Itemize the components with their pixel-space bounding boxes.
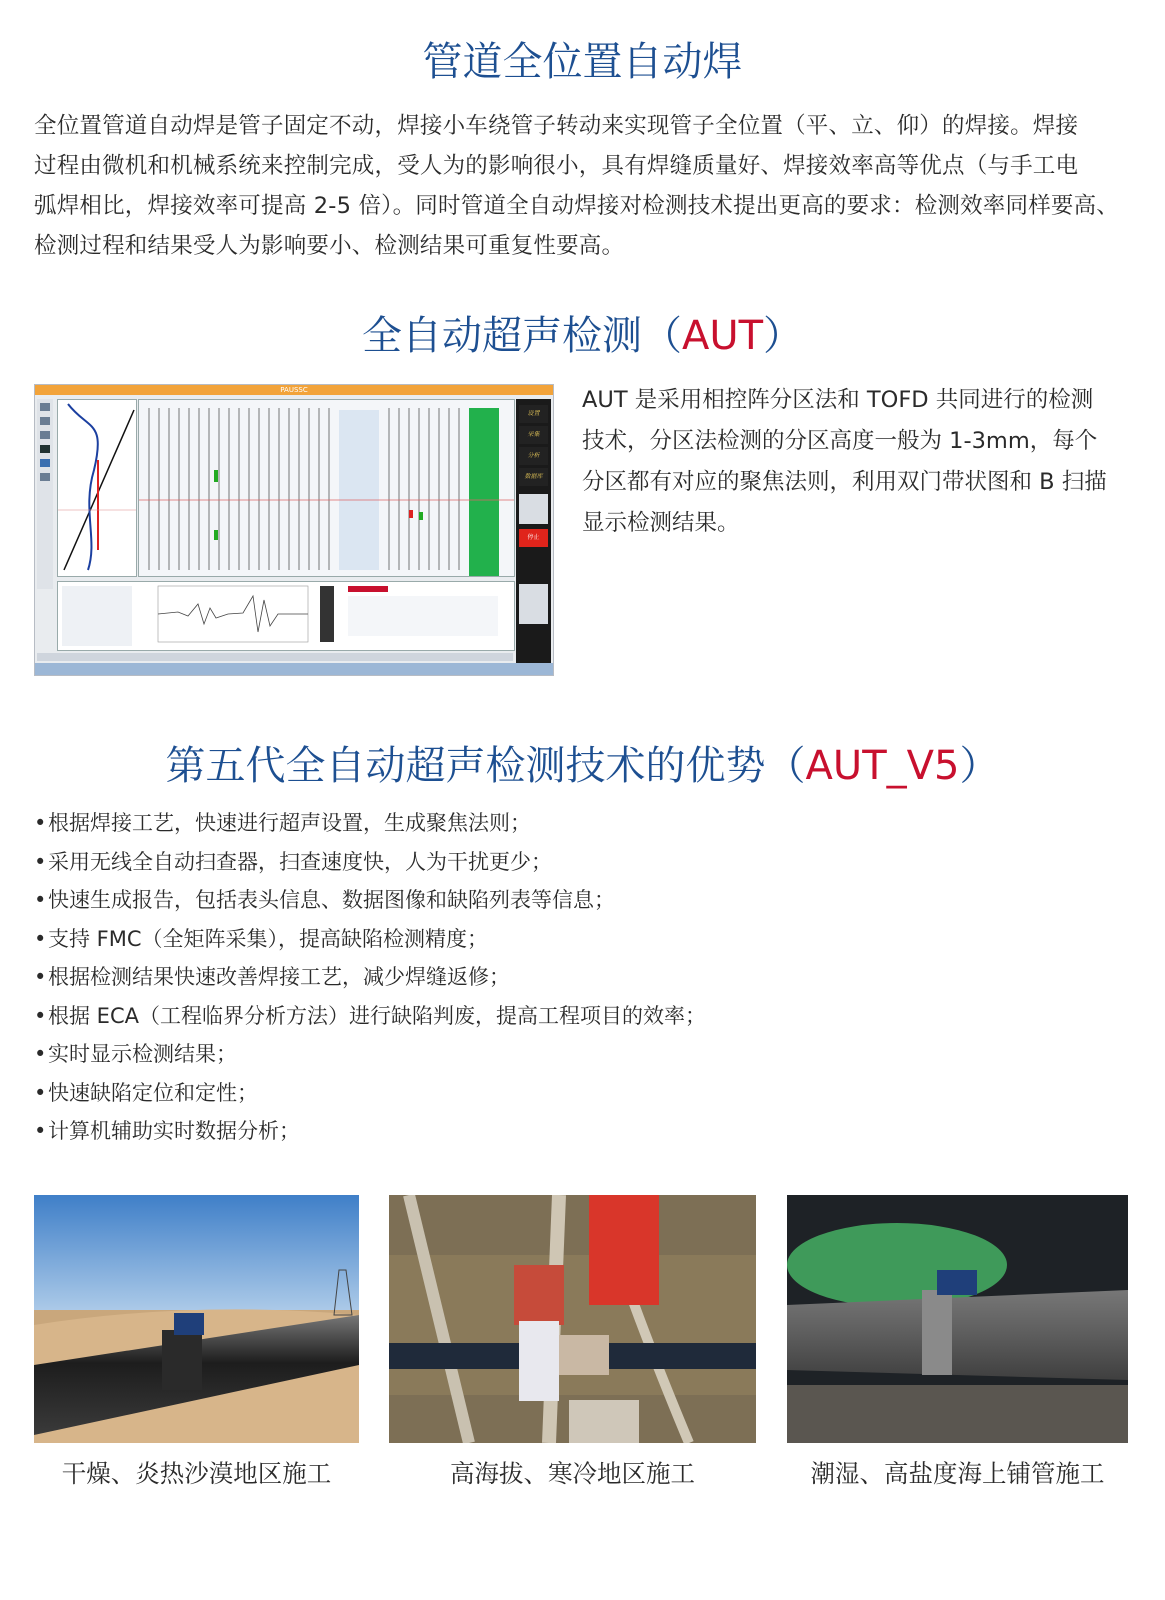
profile-plot	[57, 399, 137, 577]
bullet-icon: •	[34, 888, 47, 912]
list-item-text: 实时显示检测结果；	[48, 1042, 237, 1066]
list-item	[34, 958, 706, 997]
window-title: PAUSSC	[280, 386, 308, 394]
database-button: 数据库	[519, 468, 548, 486]
bullet-icon: •	[34, 926, 47, 951]
list-item-text: 快速缺陷定位和定性；	[48, 1080, 258, 1105]
bullet-icon: •	[34, 849, 47, 874]
list-item-text: 根据检测结果快速改善焊接工艺，减少焊缝返修；	[48, 965, 510, 989]
welding-line: 检测过程和结果受人为影响要小、检测结果可重复性要高。	[34, 233, 625, 259]
welding-description	[34, 106, 1134, 266]
welding-line: 全位置管道自动焊是管子固定不动，焊接小车绕管子转动来实现管子全位置（平、立、仰）的焊接。焊接	[34, 113, 1079, 139]
desert-caption: 干燥、炎热沙漠地区施工	[61, 1459, 332, 1488]
list-item	[34, 843, 706, 882]
list-item	[34, 1074, 706, 1113]
right-control-panel	[516, 399, 551, 669]
title-end: ）	[763, 313, 804, 359]
left-toolbar	[37, 399, 53, 589]
list-item	[34, 804, 706, 843]
list-item	[34, 997, 706, 1036]
title-main: 第五代全自动超声检测技术的优势（	[165, 743, 806, 789]
aut-line: AUT 是采用相控阵分区法和 TOFD 共同进行的检测	[582, 387, 1094, 413]
ascan-panel	[57, 581, 515, 651]
offshore-caption: 潮湿、高盐度海上铺管施工	[810, 1459, 1105, 1488]
list-item-text: 根据 ECA（工程临界分析方法）进行缺陷判废，提高工程项目的效率；	[48, 1003, 706, 1028]
strip-chart	[138, 399, 515, 577]
list-item-text: 计算机辅助实时数据分析；	[48, 1119, 300, 1143]
setup-button: 设置	[519, 405, 548, 423]
play-controls	[519, 494, 548, 524]
list-item	[34, 1035, 706, 1074]
bullet-icon: •	[34, 1003, 47, 1028]
list-item-text: 根据焊接工艺，快速进行超声设置，生成聚焦法则；	[48, 811, 531, 835]
aut-line: 显示检测结果。	[582, 510, 740, 536]
list-item-text: 采用无线全自动扫查器，扫查速度快，人为干扰更少；	[48, 849, 552, 874]
taskbar	[35, 663, 553, 675]
list-item	[34, 1112, 706, 1151]
bullet-icon: •	[34, 965, 47, 989]
welding-line: 过程由微机和机械系统来控制完成，受人为的影响很小，具有焊缝质量好、焊接效率高等优点（与手工电	[34, 153, 1079, 179]
section-title-aut-v5	[0, 734, 1165, 791]
acquire-button: 采集	[519, 426, 548, 444]
arrow-controls	[519, 584, 548, 624]
analyze-button: 分析	[519, 447, 548, 465]
status-bar	[37, 653, 513, 661]
bullet-icon: •	[34, 1119, 47, 1143]
title-accent: AUT	[681, 313, 764, 359]
stop-button: 停止	[519, 529, 548, 547]
advantages-list	[34, 804, 706, 1151]
title-main: 全自动超声检测（	[361, 313, 682, 359]
list-item-text: 快速生成报告，包括表头信息、数据图像和缺陷列表等信息；	[48, 888, 615, 912]
aut-line: 分区都有对应的聚焦法则，利用双门带状图和 B 扫描	[582, 469, 1107, 495]
high-altitude-photo	[389, 1195, 756, 1443]
offshore-pipeline-photo	[787, 1195, 1128, 1443]
title-accent: AUT_V5	[805, 743, 960, 789]
bullet-icon: •	[34, 1080, 47, 1105]
welding-line: 弧焊相比，焊接效率可提高 2-5 倍）。同时管道全自动焊接对检测技术提出更高的要求：检测效率同样要高、	[34, 193, 1120, 219]
section-title-welding: 管道全位置自动焊	[422, 39, 743, 85]
list-item	[34, 920, 706, 959]
high-altitude-caption: 高海拔、寒冷地区施工	[450, 1459, 695, 1488]
aut-line: 技术，分区法检测的分区高度一般为 1-3mm，每个	[582, 428, 1098, 454]
aut-description	[582, 380, 1134, 544]
aut-software-screenshot	[34, 384, 554, 676]
section-title-aut	[0, 304, 1165, 361]
list-item	[34, 881, 706, 920]
bullet-icon: •	[34, 1042, 47, 1066]
title-end: ）	[959, 743, 1000, 789]
bullet-icon: •	[34, 811, 47, 835]
desert-pipeline-photo	[34, 1195, 359, 1443]
list-item-text: 支持 FMC（全矩阵采集），提高缺陷检测精度；	[48, 926, 489, 951]
